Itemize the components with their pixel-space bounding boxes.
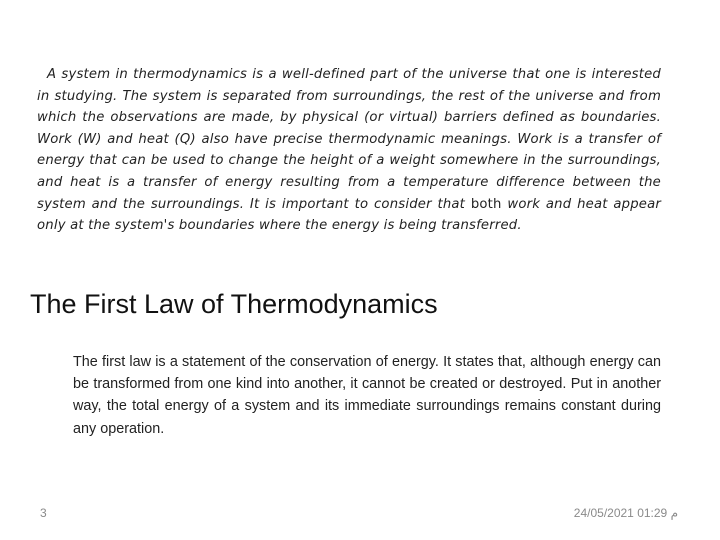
footer-timestamp: م 01:29 24/05/2021 bbox=[573, 506, 678, 520]
first-law-paragraph: The first law is a statement of the conservation of energy. It states that, although energy can be transformed from one kind into another, it cannot be created or destroyed. Put in another way, the total energy of a system and its immediate surroundings remains constant during any operation. bbox=[73, 354, 661, 437]
intro-emphasis-word: both bbox=[470, 196, 502, 212]
intro-text-part-1: A system in thermodynamics is a well-defined part of the universe that one is interested in studying. The system is separated from surroundings, the rest of the universe and from which the observations are made, by physical (or virtual) barriers defined as boundaries. Work (W) and heat (Q) also have precise thermodynamic meanings. Work is a transfer of energy that can be used to change the height of a weight somewhere in the surroundings, and heat is a transfer of energy resulting from a temperature difference between the system and the surroundings. It is important to consider that bbox=[37, 67, 661, 212]
section-heading: The First Law of Thermodynamics bbox=[30, 289, 438, 319]
intro-text-part-2: work and heat appear only at the system's boundaries where the energy is being transferred. bbox=[37, 196, 662, 234]
intro-paragraph bbox=[37, 64, 661, 237]
slide-number: 3 bbox=[40, 506, 47, 520]
